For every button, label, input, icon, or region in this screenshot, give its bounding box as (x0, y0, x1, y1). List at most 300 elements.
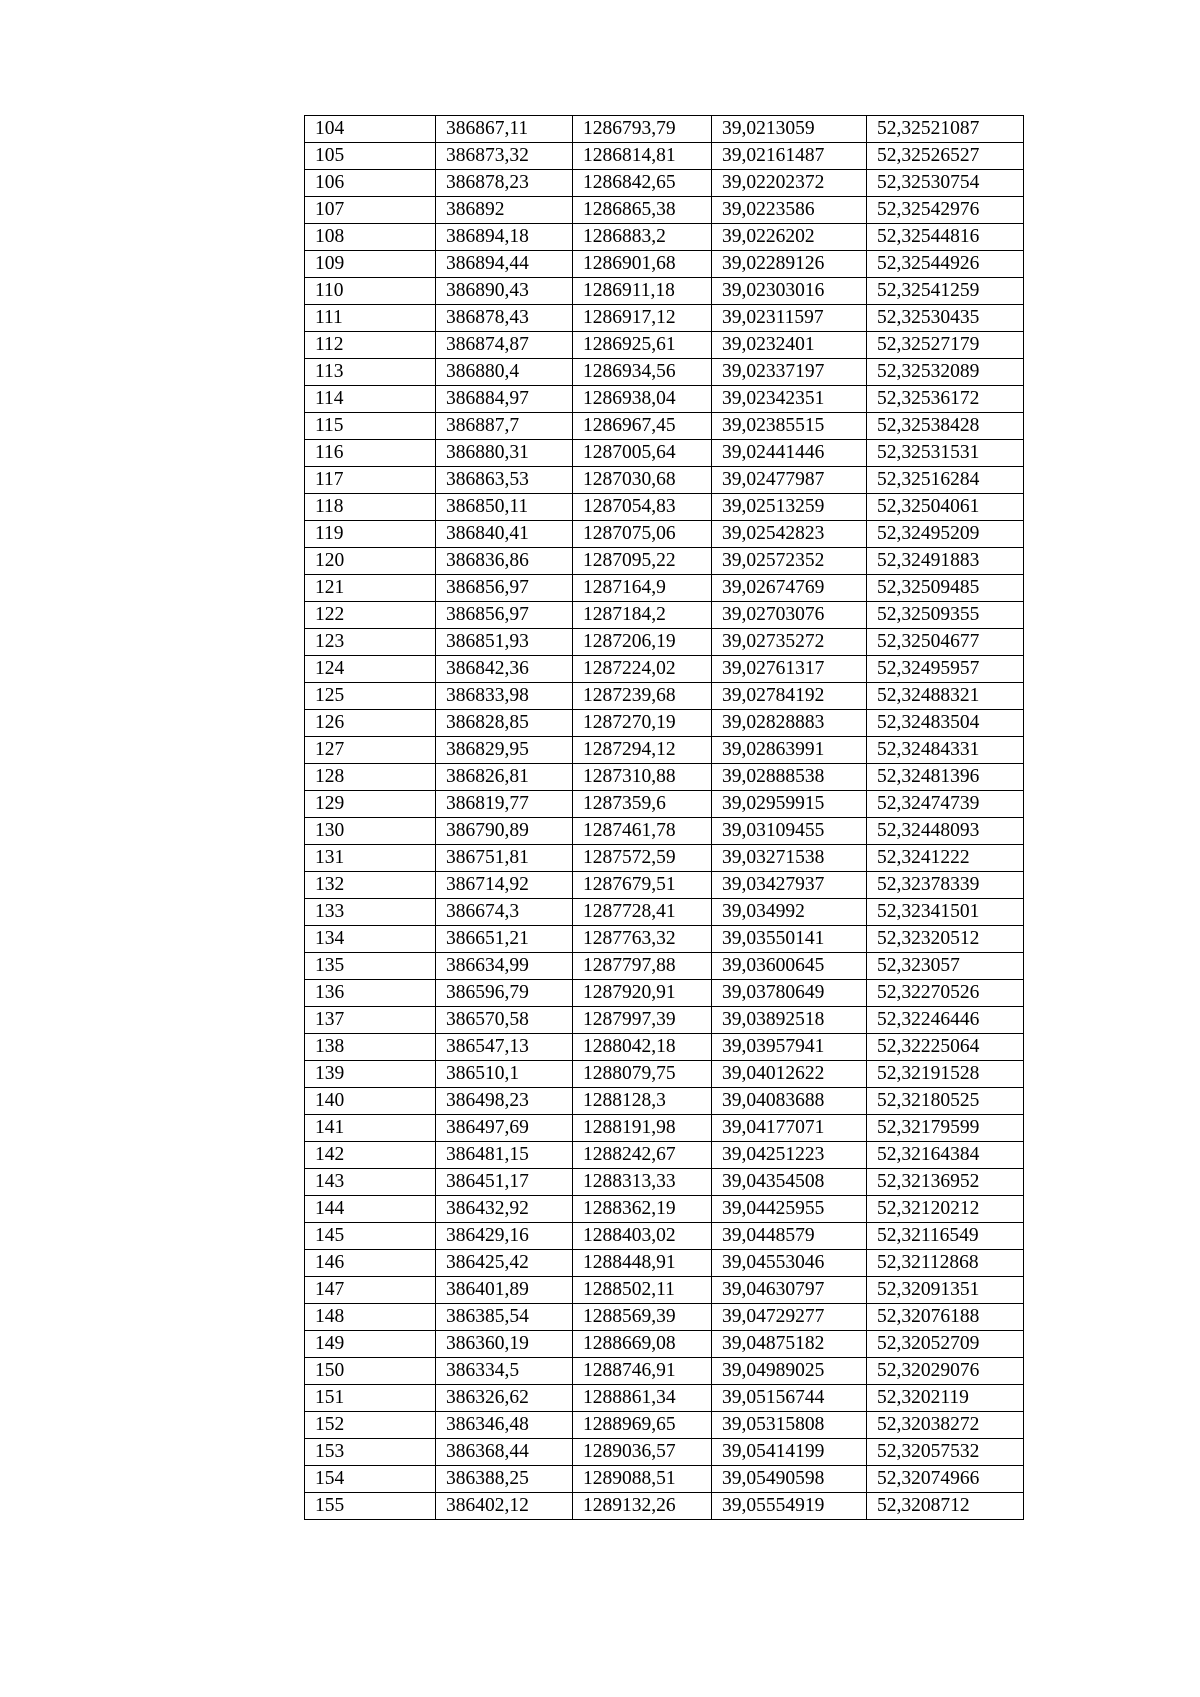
longitude-cell: 39,02828883 (712, 710, 867, 737)
y-coordinate-cell: 1286967,45 (573, 413, 712, 440)
latitude-cell: 52,32341501 (867, 899, 1024, 926)
point-number-cell: 146 (305, 1250, 436, 1277)
latitude-cell: 52,32136952 (867, 1169, 1024, 1196)
x-coordinate-cell: 386873,32 (436, 143, 573, 170)
x-coordinate-cell: 386402,12 (436, 1493, 573, 1520)
point-number-cell: 122 (305, 602, 436, 629)
y-coordinate-cell: 1288128,3 (573, 1088, 712, 1115)
table-row (305, 359, 1024, 386)
x-coordinate-cell: 386863,53 (436, 467, 573, 494)
latitude-cell: 52,32504677 (867, 629, 1024, 656)
table-row (305, 602, 1024, 629)
x-coordinate-cell: 386856,97 (436, 575, 573, 602)
x-coordinate-cell: 386498,23 (436, 1088, 573, 1115)
x-coordinate-cell: 386751,81 (436, 845, 573, 872)
x-coordinate-cell: 386596,79 (436, 980, 573, 1007)
x-coordinate-cell: 386833,98 (436, 683, 573, 710)
y-coordinate-cell: 1287920,91 (573, 980, 712, 1007)
table-row (305, 629, 1024, 656)
longitude-cell: 39,02441446 (712, 440, 867, 467)
y-coordinate-cell: 1287294,12 (573, 737, 712, 764)
y-coordinate-cell: 1287030,68 (573, 467, 712, 494)
y-coordinate-cell: 1286883,2 (573, 224, 712, 251)
longitude-cell: 39,04989025 (712, 1358, 867, 1385)
x-coordinate-cell: 386432,92 (436, 1196, 573, 1223)
latitude-cell: 52,32488321 (867, 683, 1024, 710)
latitude-cell: 52,32541259 (867, 278, 1024, 305)
point-number-cell: 152 (305, 1412, 436, 1439)
latitude-cell: 52,32544926 (867, 251, 1024, 278)
longitude-cell: 39,02337197 (712, 359, 867, 386)
y-coordinate-cell: 1286793,79 (573, 116, 712, 143)
point-number-cell: 134 (305, 926, 436, 953)
latitude-cell: 52,32542976 (867, 197, 1024, 224)
table-row (305, 656, 1024, 683)
latitude-cell: 52,32509485 (867, 575, 1024, 602)
longitude-cell: 39,02385515 (712, 413, 867, 440)
latitude-cell: 52,323057 (867, 953, 1024, 980)
x-coordinate-cell: 386894,18 (436, 224, 573, 251)
latitude-cell: 52,32225064 (867, 1034, 1024, 1061)
y-coordinate-cell: 1288313,33 (573, 1169, 712, 1196)
x-coordinate-cell: 386887,7 (436, 413, 573, 440)
latitude-cell: 52,32038272 (867, 1412, 1024, 1439)
longitude-cell: 39,02513259 (712, 494, 867, 521)
table-row (305, 1385, 1024, 1412)
x-coordinate-cell: 386790,89 (436, 818, 573, 845)
longitude-cell: 39,02784192 (712, 683, 867, 710)
x-coordinate-cell: 386451,17 (436, 1169, 573, 1196)
latitude-cell: 52,32491883 (867, 548, 1024, 575)
point-number-cell: 124 (305, 656, 436, 683)
table-row (305, 143, 1024, 170)
table-row (305, 1115, 1024, 1142)
point-number-cell: 143 (305, 1169, 436, 1196)
table-row (305, 251, 1024, 278)
point-number-cell: 106 (305, 170, 436, 197)
x-coordinate-cell: 386878,23 (436, 170, 573, 197)
table-row (305, 764, 1024, 791)
latitude-cell: 52,3241222 (867, 845, 1024, 872)
table-row (305, 845, 1024, 872)
point-number-cell: 141 (305, 1115, 436, 1142)
table-row (305, 467, 1024, 494)
x-coordinate-cell: 386326,62 (436, 1385, 573, 1412)
x-coordinate-cell: 386851,93 (436, 629, 573, 656)
y-coordinate-cell: 1288042,18 (573, 1034, 712, 1061)
table-row (305, 1142, 1024, 1169)
point-number-cell: 111 (305, 305, 436, 332)
table-row (305, 791, 1024, 818)
longitude-cell: 39,05315808 (712, 1412, 867, 1439)
y-coordinate-cell: 1286901,68 (573, 251, 712, 278)
latitude-cell: 52,3208712 (867, 1493, 1024, 1520)
longitude-cell: 39,0213059 (712, 116, 867, 143)
table-row (305, 710, 1024, 737)
y-coordinate-cell: 1288502,11 (573, 1277, 712, 1304)
y-coordinate-cell: 1286865,38 (573, 197, 712, 224)
longitude-cell: 39,04630797 (712, 1277, 867, 1304)
x-coordinate-cell: 386651,21 (436, 926, 573, 953)
point-number-cell: 128 (305, 764, 436, 791)
point-number-cell: 112 (305, 332, 436, 359)
y-coordinate-cell: 1286917,12 (573, 305, 712, 332)
point-number-cell: 125 (305, 683, 436, 710)
table-row (305, 683, 1024, 710)
point-number-cell: 155 (305, 1493, 436, 1520)
point-number-cell: 105 (305, 143, 436, 170)
point-number-cell: 130 (305, 818, 436, 845)
x-coordinate-cell: 386714,92 (436, 872, 573, 899)
y-coordinate-cell: 1286842,65 (573, 170, 712, 197)
y-coordinate-cell: 1287095,22 (573, 548, 712, 575)
latitude-cell: 52,32052709 (867, 1331, 1024, 1358)
point-number-cell: 132 (305, 872, 436, 899)
point-number-cell: 127 (305, 737, 436, 764)
longitude-cell: 39,02202372 (712, 170, 867, 197)
table-row (305, 872, 1024, 899)
latitude-cell: 52,32246446 (867, 1007, 1024, 1034)
table-row (305, 1439, 1024, 1466)
longitude-cell: 39,02703076 (712, 602, 867, 629)
longitude-cell: 39,02863991 (712, 737, 867, 764)
y-coordinate-cell: 1288242,67 (573, 1142, 712, 1169)
table-row (305, 1223, 1024, 1250)
table-row (305, 332, 1024, 359)
y-coordinate-cell: 1288569,39 (573, 1304, 712, 1331)
longitude-cell: 39,02542823 (712, 521, 867, 548)
point-number-cell: 123 (305, 629, 436, 656)
longitude-cell: 39,02888538 (712, 764, 867, 791)
point-number-cell: 154 (305, 1466, 436, 1493)
longitude-cell: 39,02959915 (712, 791, 867, 818)
y-coordinate-cell: 1287054,83 (573, 494, 712, 521)
point-number-cell: 115 (305, 413, 436, 440)
x-coordinate-cell: 386878,43 (436, 305, 573, 332)
y-coordinate-cell: 1288861,34 (573, 1385, 712, 1412)
y-coordinate-cell: 1287239,68 (573, 683, 712, 710)
table-row (305, 1034, 1024, 1061)
table-row (305, 980, 1024, 1007)
x-coordinate-cell: 386674,3 (436, 899, 573, 926)
y-coordinate-cell: 1287679,51 (573, 872, 712, 899)
y-coordinate-cell: 1288746,91 (573, 1358, 712, 1385)
point-number-cell: 149 (305, 1331, 436, 1358)
x-coordinate-cell: 386867,11 (436, 116, 573, 143)
coordinates-table (304, 115, 1024, 1520)
y-coordinate-cell: 1287461,78 (573, 818, 712, 845)
point-number-cell: 118 (305, 494, 436, 521)
point-number-cell: 121 (305, 575, 436, 602)
point-number-cell: 142 (305, 1142, 436, 1169)
point-number-cell: 131 (305, 845, 436, 872)
y-coordinate-cell: 1287075,06 (573, 521, 712, 548)
table-row (305, 386, 1024, 413)
latitude-cell: 52,32484331 (867, 737, 1024, 764)
table-row (305, 899, 1024, 926)
point-number-cell: 137 (305, 1007, 436, 1034)
latitude-cell: 52,32057532 (867, 1439, 1024, 1466)
latitude-cell: 52,32538428 (867, 413, 1024, 440)
longitude-cell: 39,03271538 (712, 845, 867, 872)
latitude-cell: 52,32029076 (867, 1358, 1024, 1385)
y-coordinate-cell: 1288969,65 (573, 1412, 712, 1439)
point-number-cell: 116 (305, 440, 436, 467)
table-row (305, 278, 1024, 305)
longitude-cell: 39,0232401 (712, 332, 867, 359)
latitude-cell: 52,32091351 (867, 1277, 1024, 1304)
table-row (305, 1331, 1024, 1358)
latitude-cell: 52,32164384 (867, 1142, 1024, 1169)
y-coordinate-cell: 1289132,26 (573, 1493, 712, 1520)
x-coordinate-cell: 386360,19 (436, 1331, 573, 1358)
latitude-cell: 52,32544816 (867, 224, 1024, 251)
x-coordinate-cell: 386819,77 (436, 791, 573, 818)
table-row (305, 494, 1024, 521)
table-row (305, 1061, 1024, 1088)
y-coordinate-cell: 1286925,61 (573, 332, 712, 359)
y-coordinate-cell: 1288191,98 (573, 1115, 712, 1142)
x-coordinate-cell: 386547,13 (436, 1034, 573, 1061)
x-coordinate-cell: 386892 (436, 197, 573, 224)
latitude-cell: 52,32527179 (867, 332, 1024, 359)
y-coordinate-cell: 1287184,2 (573, 602, 712, 629)
longitude-cell: 39,05490598 (712, 1466, 867, 1493)
y-coordinate-cell: 1288079,75 (573, 1061, 712, 1088)
y-coordinate-cell: 1287763,32 (573, 926, 712, 953)
longitude-cell: 39,05554919 (712, 1493, 867, 1520)
longitude-cell: 39,0223586 (712, 197, 867, 224)
latitude-cell: 52,32179599 (867, 1115, 1024, 1142)
y-coordinate-cell: 1286911,18 (573, 278, 712, 305)
point-number-cell: 107 (305, 197, 436, 224)
x-coordinate-cell: 386570,58 (436, 1007, 573, 1034)
longitude-cell: 39,02342351 (712, 386, 867, 413)
latitude-cell: 52,32191528 (867, 1061, 1024, 1088)
x-coordinate-cell: 386890,43 (436, 278, 573, 305)
point-number-cell: 139 (305, 1061, 436, 1088)
point-number-cell: 148 (305, 1304, 436, 1331)
latitude-cell: 52,32526527 (867, 143, 1024, 170)
longitude-cell: 39,0448579 (712, 1223, 867, 1250)
point-number-cell: 150 (305, 1358, 436, 1385)
latitude-cell: 52,32116549 (867, 1223, 1024, 1250)
x-coordinate-cell: 386368,44 (436, 1439, 573, 1466)
table-row (305, 305, 1024, 332)
x-coordinate-cell: 386481,15 (436, 1142, 573, 1169)
table-row (305, 818, 1024, 845)
latitude-cell: 52,32532089 (867, 359, 1024, 386)
x-coordinate-cell: 386388,25 (436, 1466, 573, 1493)
x-coordinate-cell: 386334,5 (436, 1358, 573, 1385)
x-coordinate-cell: 386828,85 (436, 710, 573, 737)
x-coordinate-cell: 386829,95 (436, 737, 573, 764)
point-number-cell: 145 (305, 1223, 436, 1250)
longitude-cell: 39,034992 (712, 899, 867, 926)
latitude-cell: 52,32530754 (867, 170, 1024, 197)
table-row (305, 1304, 1024, 1331)
longitude-cell: 39,04875182 (712, 1331, 867, 1358)
latitude-cell: 52,32530435 (867, 305, 1024, 332)
x-coordinate-cell: 386880,31 (436, 440, 573, 467)
x-coordinate-cell: 386880,4 (436, 359, 573, 386)
y-coordinate-cell: 1287005,64 (573, 440, 712, 467)
y-coordinate-cell: 1288669,08 (573, 1331, 712, 1358)
y-coordinate-cell: 1286934,56 (573, 359, 712, 386)
latitude-cell: 52,32509355 (867, 602, 1024, 629)
latitude-cell: 52,32448093 (867, 818, 1024, 845)
longitude-cell: 39,04354508 (712, 1169, 867, 1196)
y-coordinate-cell: 1287224,02 (573, 656, 712, 683)
table-row (305, 1466, 1024, 1493)
y-coordinate-cell: 1287164,9 (573, 575, 712, 602)
longitude-cell: 39,02303016 (712, 278, 867, 305)
latitude-cell: 52,32481396 (867, 764, 1024, 791)
x-coordinate-cell: 386497,69 (436, 1115, 573, 1142)
table-row (305, 413, 1024, 440)
point-number-cell: 108 (305, 224, 436, 251)
longitude-cell: 39,03600645 (712, 953, 867, 980)
longitude-cell: 39,03109455 (712, 818, 867, 845)
latitude-cell: 52,32320512 (867, 926, 1024, 953)
table-row (305, 116, 1024, 143)
longitude-cell: 39,03892518 (712, 1007, 867, 1034)
x-coordinate-cell: 386840,41 (436, 521, 573, 548)
x-coordinate-cell: 386346,48 (436, 1412, 573, 1439)
x-coordinate-cell: 386874,87 (436, 332, 573, 359)
point-number-cell: 117 (305, 467, 436, 494)
latitude-cell: 52,32474739 (867, 791, 1024, 818)
x-coordinate-cell: 386884,97 (436, 386, 573, 413)
table-row (305, 1412, 1024, 1439)
latitude-cell: 52,32521087 (867, 116, 1024, 143)
longitude-cell: 39,05156744 (712, 1385, 867, 1412)
table-row (305, 953, 1024, 980)
coordinates-table-body (305, 116, 1024, 1520)
longitude-cell: 39,02311597 (712, 305, 867, 332)
longitude-cell: 39,02161487 (712, 143, 867, 170)
point-number-cell: 109 (305, 251, 436, 278)
x-coordinate-cell: 386385,54 (436, 1304, 573, 1331)
x-coordinate-cell: 386429,16 (436, 1223, 573, 1250)
point-number-cell: 147 (305, 1277, 436, 1304)
point-number-cell: 151 (305, 1385, 436, 1412)
table-row (305, 440, 1024, 467)
latitude-cell: 52,32120212 (867, 1196, 1024, 1223)
x-coordinate-cell: 386401,89 (436, 1277, 573, 1304)
longitude-cell: 39,02674769 (712, 575, 867, 602)
longitude-cell: 39,02572352 (712, 548, 867, 575)
x-coordinate-cell: 386826,81 (436, 764, 573, 791)
point-number-cell: 144 (305, 1196, 436, 1223)
point-number-cell: 133 (305, 899, 436, 926)
y-coordinate-cell: 1287270,19 (573, 710, 712, 737)
latitude-cell: 52,32076188 (867, 1304, 1024, 1331)
table-row (305, 197, 1024, 224)
y-coordinate-cell: 1287728,41 (573, 899, 712, 926)
longitude-cell: 39,04729277 (712, 1304, 867, 1331)
longitude-cell: 39,04425955 (712, 1196, 867, 1223)
latitude-cell: 52,32516284 (867, 467, 1024, 494)
table-row (305, 1250, 1024, 1277)
table-row (305, 1196, 1024, 1223)
table-row (305, 548, 1024, 575)
point-number-cell: 129 (305, 791, 436, 818)
table-row (305, 170, 1024, 197)
latitude-cell: 52,32536172 (867, 386, 1024, 413)
longitude-cell: 39,05414199 (712, 1439, 867, 1466)
point-number-cell: 135 (305, 953, 436, 980)
point-number-cell: 140 (305, 1088, 436, 1115)
point-number-cell: 138 (305, 1034, 436, 1061)
table-row (305, 521, 1024, 548)
latitude-cell: 52,32270526 (867, 980, 1024, 1007)
longitude-cell: 39,03550141 (712, 926, 867, 953)
table-row (305, 737, 1024, 764)
point-number-cell: 119 (305, 521, 436, 548)
point-number-cell: 110 (305, 278, 436, 305)
latitude-cell: 52,3202119 (867, 1385, 1024, 1412)
x-coordinate-cell: 386634,99 (436, 953, 573, 980)
y-coordinate-cell: 1287206,19 (573, 629, 712, 656)
longitude-cell: 39,04553046 (712, 1250, 867, 1277)
table-row (305, 1007, 1024, 1034)
latitude-cell: 52,32495209 (867, 521, 1024, 548)
point-number-cell: 120 (305, 548, 436, 575)
point-number-cell: 136 (305, 980, 436, 1007)
longitude-cell: 39,03957941 (712, 1034, 867, 1061)
x-coordinate-cell: 386842,36 (436, 656, 573, 683)
longitude-cell: 39,03427937 (712, 872, 867, 899)
y-coordinate-cell: 1287797,88 (573, 953, 712, 980)
longitude-cell: 39,04177071 (712, 1115, 867, 1142)
longitude-cell: 39,04251223 (712, 1142, 867, 1169)
point-number-cell: 153 (305, 1439, 436, 1466)
y-coordinate-cell: 1287997,39 (573, 1007, 712, 1034)
latitude-cell: 52,32531531 (867, 440, 1024, 467)
table-row (305, 1169, 1024, 1196)
y-coordinate-cell: 1289088,51 (573, 1466, 712, 1493)
y-coordinate-cell: 1286938,04 (573, 386, 712, 413)
table-row (305, 1493, 1024, 1520)
longitude-cell: 39,02477987 (712, 467, 867, 494)
latitude-cell: 52,32180525 (867, 1088, 1024, 1115)
latitude-cell: 52,32504061 (867, 494, 1024, 521)
table-row (305, 926, 1024, 953)
longitude-cell: 39,02761317 (712, 656, 867, 683)
table-row (305, 1358, 1024, 1385)
latitude-cell: 52,32112868 (867, 1250, 1024, 1277)
x-coordinate-cell: 386510,1 (436, 1061, 573, 1088)
longitude-cell: 39,04083688 (712, 1088, 867, 1115)
table-row (305, 1088, 1024, 1115)
y-coordinate-cell: 1287359,6 (573, 791, 712, 818)
longitude-cell: 39,02289126 (712, 251, 867, 278)
latitude-cell: 52,32378339 (867, 872, 1024, 899)
point-number-cell: 126 (305, 710, 436, 737)
longitude-cell: 39,04012622 (712, 1061, 867, 1088)
latitude-cell: 52,32074966 (867, 1466, 1024, 1493)
y-coordinate-cell: 1287572,59 (573, 845, 712, 872)
x-coordinate-cell: 386850,11 (436, 494, 573, 521)
latitude-cell: 52,32483504 (867, 710, 1024, 737)
y-coordinate-cell: 1288448,91 (573, 1250, 712, 1277)
y-coordinate-cell: 1288403,02 (573, 1223, 712, 1250)
y-coordinate-cell: 1287310,88 (573, 764, 712, 791)
x-coordinate-cell: 386894,44 (436, 251, 573, 278)
table-row (305, 1277, 1024, 1304)
x-coordinate-cell: 386836,86 (436, 548, 573, 575)
